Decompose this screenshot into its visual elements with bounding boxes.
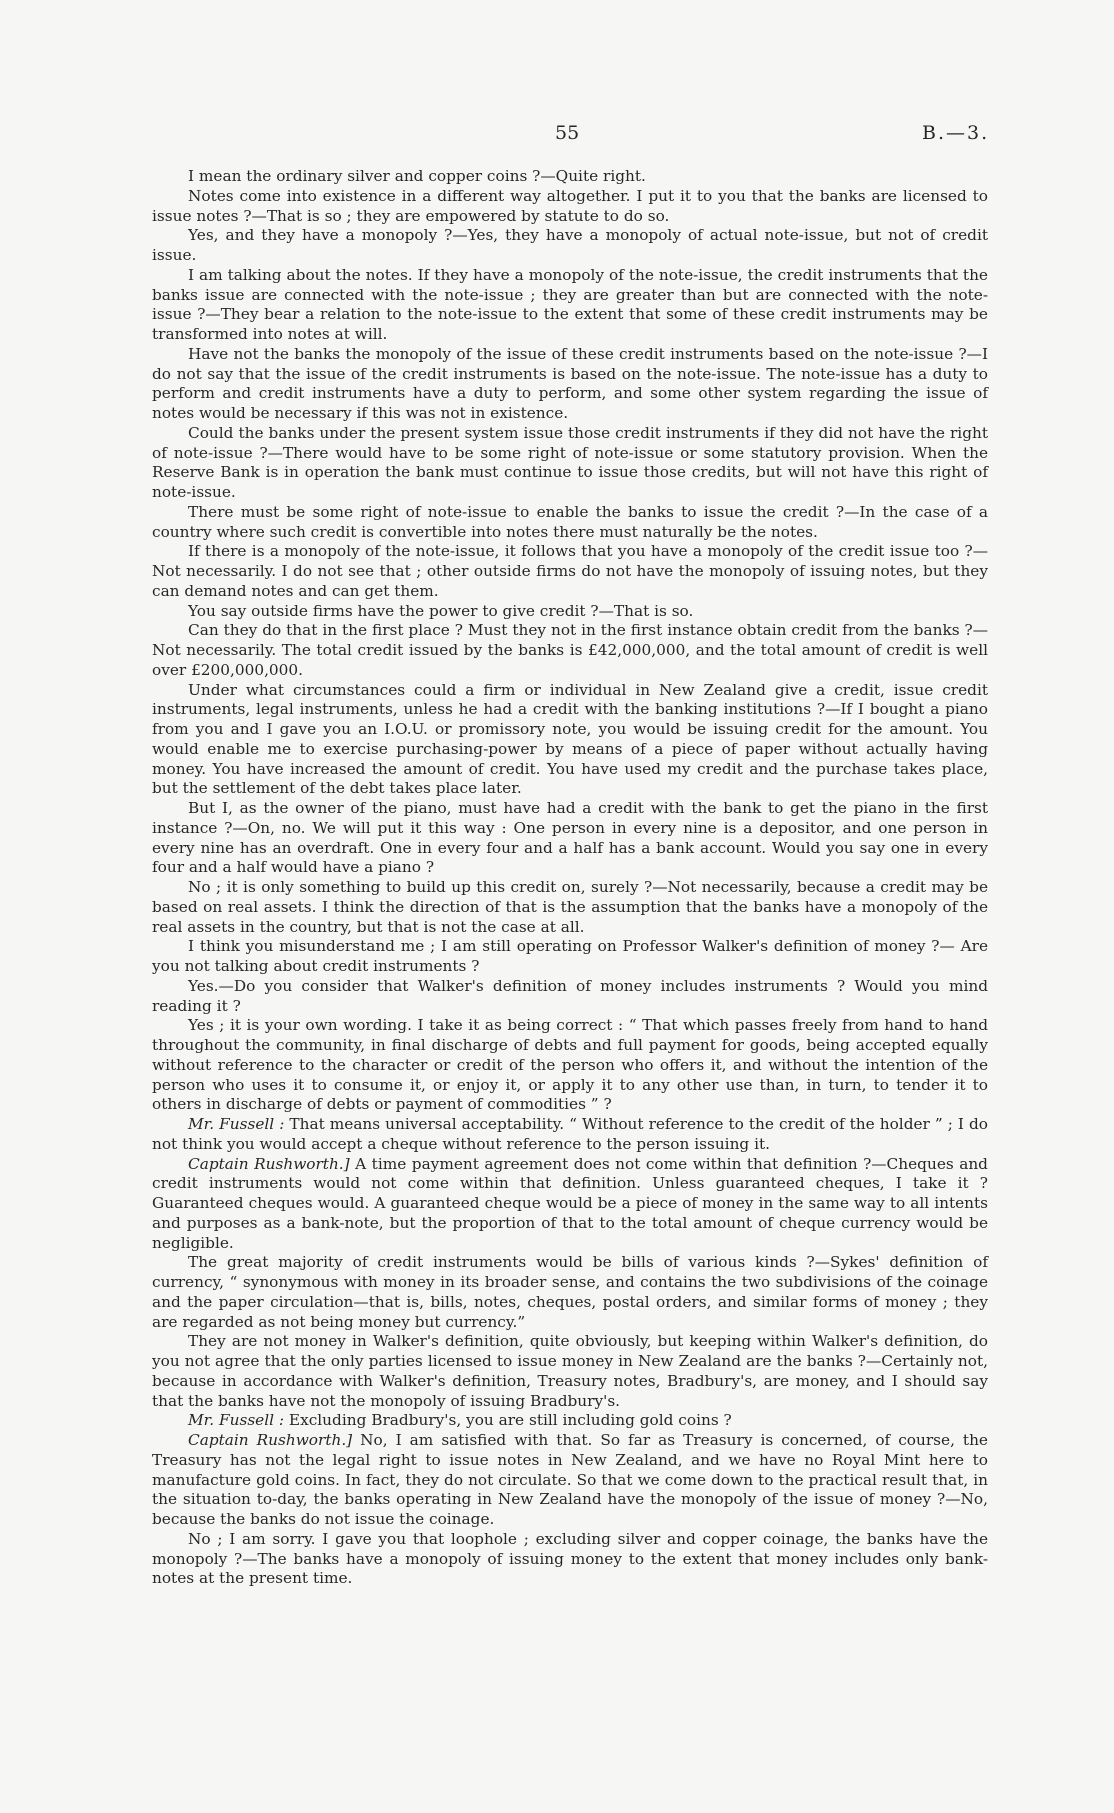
paragraph: Yes ; it is your own wording. I take it as being correct : “ That which passes freely from hand to hand throughout the community, in final discharge of debts and full payment for goods, being accepted equally without reference to the character or credit of the person who offers it, and without the intention of the person who uses it to consume it, or enjoy it, or apply it to any other use than, in turn, to tender it to others in discharge of debts or payment of commodities ” ? [152, 1016, 988, 1114]
paragraph-text: That means universal acceptability. “ Without reference to the credit of the holder ” ; I do not think you would accept a cheque without reference to the person issuing it. [152, 1115, 988, 1153]
body-text [152, 167, 988, 1589]
speaker-label: Mr. Fussell : [188, 1411, 285, 1430]
paragraph-text: Excluding Bradbury's, you are still including gold coins ? [288, 1411, 732, 1430]
paragraph: Under what circumstances could a firm or individual in New Zealand give a credit, issue credit instruments, legal instruments, unless he had a credit with the banking institutions ?—If I bought a piano from you and I gave you an I.O.U. or promissory note, you would be issuing credit for the amount. You would enable me to exercise purchasing-power by means of a piece of paper without actually having money. You have increased the amount of credit. You have used my credit and the purchase takes place, but the settlement of the debt takes place later. [152, 680, 988, 798]
paragraph: I am talking about the notes. If they have a monopoly of the note-issue, the credit instruments that the banks issue are connected with the note-issue ; they are greater than but are connected with the note-issue ?—They bear a relation to the note-issue to the extent that some of these credit instruments may be transformed into notes at will. [152, 265, 988, 343]
paragraph: But I, as the owner of the piano, must have had a credit with the bank to get the piano in the first instance ?—On, no. We will put it this way : One person in every nine is a depositor, and one person in every nine has an overdraft. One in every four and a half has a bank account. Would you say one in every four and a half would have a piano ? [152, 799, 988, 877]
page-header [0, 122, 1114, 152]
paragraph: If there is a monopoly of the note-issue, it follows that you have a monopoly of the credit issue too ?—Not necessarily. I do not see that ; other outside firms do not have the monopoly of issuing notes, but they can demand notes and can get them. [152, 542, 988, 600]
paragraph: The great majority of credit instruments would be bills of various kinds ?—Sykes' definition of currency, “ synonymous with money in its broader sense, and contains the two subdivisions of the coinage and the paper circulation—that is, bills, notes, cheques, postal orders, and similar forms of money ; they are regarded as not being money but currency.” [152, 1253, 988, 1331]
paragraph: Notes come into existence in a different way altogether. I put it to you that the banks are licensed to issue notes ?—That is so ; they are empowered by statute to do so. [152, 186, 988, 225]
page-number: 55 [555, 122, 580, 144]
paragraph-text: A time payment agreement does not come within that definition ?—Cheques and credit instruments would not come within that definition. Unless guaranteed cheques, I take it ? Guaranteed cheques would. A guaranteed cheque would be a piece of money in the same way to all intents and purposes as a bank-note, but the proportion of that to the total amount of cheque currency would be negligible. [152, 1154, 988, 1252]
paragraph: Can they do that in the first place ? Must they not in the first instance obtain credit from the banks ?—Not necessarily. The total credit issued by the banks is £42,000,000, and the total amount of credit is well over £200,000,000. [152, 621, 988, 679]
paragraph-with-speaker [152, 1155, 988, 1254]
paragraph: You say outside firms have the power to give credit ?—That is so. [188, 601, 694, 620]
paragraph: Have not the banks the monopoly of the issue of these credit instruments based on the note-issue ?—I do not say that the issue of the credit instruments is based on the note-issue. The note-issue has a duty to perform and credit instruments have a duty to perform, and some other system regarding the issue of notes would be necessary if this was not in existence. [152, 344, 988, 422]
paragraph: No ; I am sorry. I gave you that loophole ; excluding silver and copper coinage, the banks have the monopoly ?—The banks have a monopoly of issuing money to the extent that money includes only bank-notes at the present time. [152, 1529, 988, 1588]
paragraph-text: No, I am satisfied with that. So far as Treasury is concerned, of course, the Treasury has not the legal right to issue notes in New Zealand, and we have no Royal Mint here to manufacture gold coins. In fact, they do not circulate. So that we come down to the practical result that, in the situation to-day, the banks operating in New Zealand have the monopoly of the issue of money ?—No, because the banks do not issue the coinage. [152, 1431, 988, 1528]
paragraph-with-speaker [152, 1411, 988, 1431]
paragraph: They are not money in Walker's definition, quite obviously, but keeping within Walker's definition, do you not agree that the only parties licensed to issue money in New Zealand are the banks ?—Certainly not, because in accordance with Walker's definition, Treasury notes, Bradbury's, are money, and I should say that the banks have not the monopoly of issuing Bradbury's. [152, 1332, 988, 1410]
paragraph: No ; it is only something to build up this credit on, surely ?—Not necessarily, because a credit may be based on real assets. I think the direction of that is the assumption that the banks have a monopoly of the real assets in the country, but that is not the case at all. [152, 878, 988, 936]
speaker-label: Mr. Fussell : [188, 1115, 285, 1133]
document-reference: B.—3. [922, 122, 990, 144]
paragraph-with-speaker [152, 1115, 988, 1155]
paragraph: Yes.—Do you consider that Walker's definition of money includes instruments ? Would you mind reading it ? [152, 976, 988, 1015]
paragraph: I think you misunderstand me ; I am still operating on Professor Walker's definition of money ?— Are you not talking about credit instruments ? [152, 937, 988, 975]
speaker-label: Captain Rushworth.] [188, 1154, 350, 1173]
paragraph: I mean the ordinary silver and copper coins ?—Quite right. [188, 167, 646, 185]
paragraph: Could the banks under the present system issue those credit instruments if they did not have the right of note-issue ?—There would have to be some right of note-issue or some statutory provision. When the Reserve Bank is in operation the bank must continue to issue those credits, but will not have this right of note-issue. [152, 423, 988, 501]
paragraph: Yes, and they have a monopoly ?—Yes, they have a monopoly of actual note-issue, but not of credit issue. [152, 226, 988, 264]
paragraph-with-speaker [152, 1431, 988, 1530]
paragraph: There must be some right of note-issue to enable the banks to issue the credit ?—In the case of a country where such credit is convertible into notes there must naturally be the notes. [152, 502, 988, 541]
speaker-label: Captain Rushworth.] [188, 1431, 353, 1449]
